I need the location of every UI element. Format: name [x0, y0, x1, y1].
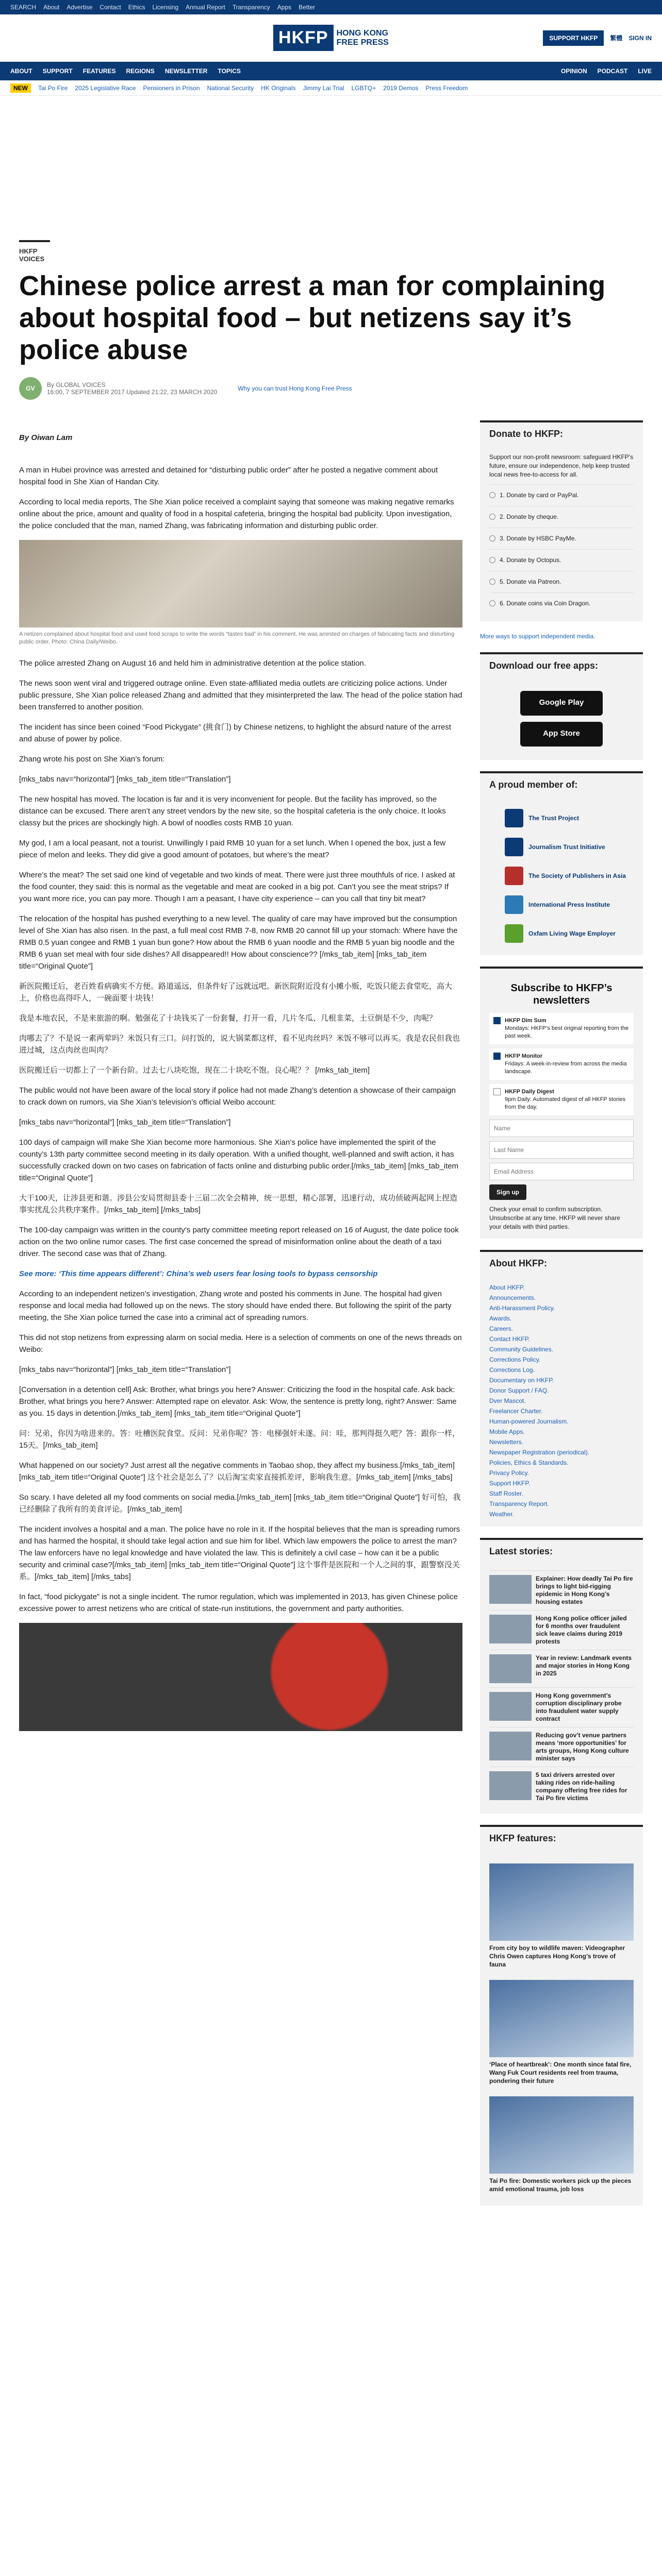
newsletter-option[interactable] [489, 1048, 634, 1080]
paragraph: The 100-day campaign was written in the county’s party committee meeting report released on 16 of August, the date police took action on the two online rumor cases. The first case concerned the spread of misinformation online about the death of a taxi driver. The second case was that of Zhang. [19, 1226, 459, 1258]
partner-name: Oxfam Living Wage Employer [528, 929, 616, 937]
nav-about[interactable]: ABOUT [10, 67, 32, 75]
feature-image[interactable] [489, 1863, 634, 1941]
email-field[interactable] [489, 1163, 634, 1180]
about-link[interactable]: About HKFP. [489, 1284, 525, 1291]
features-heading: HKFP features: [480, 1825, 643, 1850]
site-header [0, 14, 662, 62]
nav-newsletter[interactable]: NEWSLETTER [164, 67, 208, 75]
oxfam-icon [505, 924, 523, 943]
radio-icon [489, 557, 495, 563]
radio-icon [489, 535, 495, 541]
about-link[interactable]: Contact HKFP. [489, 1335, 530, 1343]
language-link[interactable]: 繁體 [610, 35, 623, 42]
story-title: Hong Kong government’s corruption disciplinary probe into fraudulent water supply contract [536, 1692, 622, 1722]
paragraph: [Conversation in a detention cell] Ask: Brother, what brings you here? Answer: Criticizing the food in the hospital cafe. Ask back: Brother, what brings you here? Answer: Attempted rape on elevator. Ask: Wow, the sentence is pretty long, right? Answer: Same as you. 15 days in detention.[/mks_tab_item] [mks_tab_item title=“Original Quote”] [19, 1385, 457, 1418]
features-list [480, 1850, 643, 2206]
partner-name: The Trust Project [528, 814, 580, 822]
feature-image[interactable] [489, 2096, 634, 2174]
article-photo [19, 540, 462, 628]
paragraph: The incident involves a hospital and a man. The police have no role in it. If the hospital believes that the man is spreading rumors and has harmed the hospital, it should take legal action and sue him for libel. Which law empowers the police to arrest the man? The law enforcers have no legal knowledge and have violated the law. This is definitely a civil case – how can it be a public security and criminal case?[/mks_tab_item] [mks_tab_item title=“Original Quote”] 这个事件是医院和一个人之间的事，跟警察没关系。[/mks_tab_item] [/mks_tabs] [19, 1525, 460, 1581]
trending-link[interactable]: Press Freedom [425, 84, 468, 92]
story-thumbnail [489, 1732, 532, 1760]
paragraph: What happened on our society? Just arrest all the negative comments in Taobao shop, they affect my business.[/mks_tab_item] [mks_tab_item title=“Original Quote”] 这个社会是怎么了？以后淘宝卖家直接抓差评，影响我生意。[/mks_tab_item] [/mks_tabs] [19, 1461, 455, 1482]
trending-link[interactable]: Jimmy Lai Trial [303, 84, 344, 92]
topbar-transparency[interactable]: Transparency [232, 4, 270, 11]
trending-link[interactable]: 2025 Legislative Race [75, 84, 136, 92]
paragraph-chinese: 医院搬迁后一切都上了一个新台阶。过去七八块吃饱，现在二十块吃不饱。良心呢？？ [/mks_tab_item] [19, 1066, 370, 1075]
story-thumbnail [489, 1692, 532, 1721]
paragraph: Zhang wrote his post on She Xian’s forum: [19, 755, 165, 764]
shortcode-text: [mks_tabs nav=“horizontal”] [mks_tab_item title=“Translation”] [19, 1118, 231, 1127]
main-nav [0, 62, 662, 80]
story-title: Explainer: How deadly Tai Po fire brings to light bid-rigging epidemic in Hong Kong’s housing estates [536, 1575, 633, 1605]
google-play-button[interactable]: Google Play [520, 691, 603, 716]
about-link[interactable]: Policies, Ethics & Standards. [489, 1459, 569, 1466]
trust-link[interactable]: Why you can trust Hong Kong Free Press [238, 385, 352, 392]
paragraph: According to an independent netizen’s investigation, Zhang wrote and posted his comments in June. The hospital had given response and local media had followed up on the news. The story should have ended there. But following the spirit of the party meeting, the She Xian police turned the case into a criminal act of spreading rumors. [19, 1290, 452, 1322]
trending-link[interactable]: National Security [207, 84, 254, 92]
nav-topics[interactable]: TOPICS [218, 67, 241, 75]
nav-live[interactable]: LIVE [638, 67, 652, 75]
paragraph: The police arrested Zhang on August 16 and held him in administrative detention at the police station. [19, 659, 366, 668]
latest-story[interactable] [489, 1570, 634, 1610]
donate-option-label: 4. Donate by Octopus. [500, 556, 561, 564]
newsletter-desc: Fridays: A week-in-review from across the media landscape. [505, 1061, 627, 1075]
donate-option[interactable] [489, 484, 634, 506]
paragraph: According to local media reports, The She Xian police received a complaint saying that someone was making negative remarks online about the price, amount and quality of food in a hospital cafeteria, bringing the hospital bad publicity. Upon investigation, the police concluded that the man, named Zhang, was fabricating information and disturbing public order. [19, 498, 454, 530]
logo-mark: HKFP [273, 25, 334, 51]
newsletter-title: Subscribe to HKFP’s newsletters [510, 982, 613, 1006]
topbar-search[interactable]: SEARCH [10, 4, 37, 11]
paragraph: This did not stop netizens from expressing alarm on social media. Here is a selection of comments on one of the news threads on Weibo: [19, 1333, 462, 1354]
newsletter-desc: 9pm Daily: Automated digest of all HKFP stories from the day. [505, 1096, 625, 1110]
topbar-apps[interactable]: Apps [277, 4, 292, 11]
paragraph: The relocation of the hospital has pushed everything to a new level. The quality of care may have improved but the consumption level of She Xian has also risen. In the past, a full meal cost RMB 7-8, now RMB 20 cannot fill up your stomach: Where have the RMB 0.5 yuan congee and RMB 1 yuan bun gone? How about the RMB 6 yuan noodle and the RMB 5 yuan big noodle and the RMB 6 yuan set meal with four side dishes? All disappeared!! How about conscience?? [/mks_tab_item] [mks_tab_item title=“Original Quote”] [19, 914, 458, 971]
nav-support[interactable]: SUPPORT [42, 67, 73, 75]
latest-list [480, 1563, 643, 1814]
partner-name: International Press Institute [528, 901, 610, 908]
latest-story[interactable] [489, 1767, 634, 1806]
support-button[interactable]: SUPPORT HKFP [543, 30, 604, 46]
about-link[interactable]: Corrections Policy. [489, 1356, 541, 1363]
donate-option-label: 1. Donate by card or PayPal. [500, 492, 579, 499]
about-link[interactable]: Privacy Policy. [489, 1469, 529, 1477]
story-title: Year in review: Landmark events and major stories in Hong Kong in 2025 [536, 1654, 632, 1677]
story-thumbnail [489, 1615, 532, 1643]
donate-option[interactable] [489, 528, 634, 549]
about-link[interactable]: Anti-Harassment Policy. [489, 1304, 555, 1312]
trust-project-icon [505, 809, 523, 827]
newsletter-note: Check your email to confirm subscription. Unsubscribe at any time. HKFP will never share your details with third parties. [489, 1206, 620, 1230]
trending-link[interactable]: Pensioners in Prison [143, 84, 200, 92]
paragraph-chinese: 我是本地农民，不是来旅游的啊。勉强花了十块钱买了一份套餐，打开一看，几片冬瓜、几根韭菜，土豆倒是不少，肉呢？ [19, 1014, 437, 1023]
donate-intro: Support our non-profit newsroom: safeguard HKFP’s future, ensure our independence, help keep trusted local news free-to-access for all. [489, 453, 634, 478]
paragraph: The public would not have been aware of the local story if police had not made Zhang’s detention a showcase of their campaign to crack down on rumors, via She Xian’s television’s official Weibo account: [19, 1086, 456, 1107]
about-link[interactable]: Support HKFP. [489, 1480, 531, 1487]
photo-caption: A netizen complained about hospital food and used food scraps to write the words “tastes bad” in his comment. He was arrested on charges of fabricating facts and disturbing public order. Photo: China Daily/Weibo. [19, 631, 455, 645]
partner-name: Journalism Trust Initiative [528, 843, 605, 851]
paragraph-chinese: 问：兄弟，你因为啥进来的。答：吐槽医院食堂。反问：兄弟你呢？答：电梯强奸未遂。问：哇，那判得挺久吧？答：跟你一样，15天。[/mks_tab_item] [19, 1429, 460, 1450]
article-kicker[interactable]: HKFP VOICES [19, 240, 50, 263]
topbar-better[interactable]: Better [299, 4, 316, 11]
story-title: 5 taxi drivers arrested over taking rides on ride-hailing company offering free rides for Tai Po fire victims [536, 1771, 627, 1802]
paragraph-chinese: 新医院搬迁后，老百姓看病确实不方便。路道遥远，但条件好了远就远吧。新医院附近没有小摊小贩，吃饭只能去食堂吃，高大上，价格也高得吓人，一碗面要十块钱！ [19, 982, 453, 1003]
source-avatar: GV [19, 377, 42, 400]
about-link[interactable]: Newsletters. [489, 1438, 524, 1446]
site-logo[interactable] [273, 25, 389, 51]
paragraph: The incident has since been coined “Food Pickygate” (挑食门) by Chinese netizens, to highlight the absurd nature of the arrest and abuse of power by police. [19, 723, 451, 743]
about-link[interactable]: Transparency Report. [489, 1500, 549, 1507]
about-link[interactable]: Mobile Apps. [489, 1428, 525, 1435]
partner-name: The Society of Publishers in Asia [528, 872, 626, 879]
paragraph-chinese: 肉哪去了？不是说一素两荤吗？米饭只有三口。问打饭的，说大锅菜都这样，看不见肉丝吗？米饭不够可以再买。我是农民但我也进过城，这点肉丝也叫肉？ [19, 1034, 460, 1055]
checkbox-icon[interactable] [493, 1088, 501, 1095]
feature-title[interactable]: Tai Po fire: Domestic workers pick up the pieces amid emotional trauma, job loss [489, 2177, 632, 2193]
partners-heading: A proud member of: [480, 771, 643, 796]
nav-opinion[interactable]: OPINION [560, 67, 587, 75]
trending-link[interactable]: HK Originals [261, 84, 296, 92]
topbar-about[interactable]: About [43, 4, 60, 11]
about-link[interactable]: Community Guidelines. [489, 1346, 554, 1353]
jti-icon [505, 838, 523, 856]
signup-button[interactable]: Sign up [489, 1184, 526, 1200]
newsletter-name: HKFP Monitor [505, 1053, 543, 1059]
new-badge: NEW [10, 83, 31, 93]
nav-podcast[interactable]: PODCAST [597, 67, 628, 75]
donate-option-label: 3. Donate by HSBC PayMe. [500, 535, 576, 542]
newsletter-option[interactable] [489, 1084, 634, 1115]
about-link[interactable]: Awards. [489, 1315, 512, 1322]
donate-option-label: 5. Donate via Patreon. [500, 578, 561, 585]
app-store-button[interactable]: App Store [520, 722, 603, 747]
about-link[interactable]: Dver Mascot. [489, 1397, 526, 1404]
article-author: By Oiwan Lam [19, 433, 73, 442]
checkbox-icon[interactable] [493, 1017, 501, 1024]
topbar-ethics[interactable]: Ethics [128, 4, 145, 11]
checkbox-icon[interactable] [493, 1053, 501, 1060]
donate-option[interactable] [489, 506, 634, 528]
newsletter-option[interactable] [489, 1013, 634, 1044]
partner-logo[interactable] [489, 919, 634, 948]
shortcode-text: [mks_tabs nav=“horizontal”] [mks_tab_item title=“Translation”] [19, 1365, 231, 1374]
byline [19, 377, 643, 400]
paragraph: 100 days of campaign will make She Xian become more harmonious. She Xian’s police have implemented the spirit of the county’s 13th party committee second meeting in its daily operation. With a unified thought, well-planned and swift action, it has successfully cracked down on two cases on fabrication of facts online and disturbing public order.[/mks_tab_item] [mks_tab_item title=“Original Quote”] [19, 1138, 459, 1182]
trending-link[interactable]: LGBTQ+ [351, 84, 376, 92]
sign-in-link[interactable]: SIGN IN [628, 34, 652, 42]
feature-image[interactable] [489, 1980, 634, 2057]
about-list [480, 1275, 643, 1527]
logo-line-2: FREE PRESS [336, 38, 389, 47]
latest-story[interactable] [489, 1610, 634, 1650]
source-label[interactable]: By GLOBAL VOICES [47, 381, 106, 388]
about-link[interactable]: Donor Support / FAQ. [489, 1387, 549, 1394]
story-thumbnail [489, 1575, 532, 1604]
utility-bar [0, 0, 662, 14]
nav-regions[interactable]: REGIONS [126, 67, 155, 75]
topbar-licensing[interactable]: Licensing [152, 4, 179, 11]
latest-story[interactable] [489, 1650, 634, 1687]
newsletter-desc: Mondays: HKFP’s best original reporting from the past week. [505, 1025, 629, 1039]
trending-link[interactable]: Tai Po Fire [38, 84, 68, 92]
paragraph: A man in Hubei province was arrested and detained for “disturbing public order” after he posted a negative comment about hospital food in She Xian of Handan City. [19, 466, 438, 486]
apps-box [480, 677, 643, 760]
name-field[interactable] [489, 1120, 634, 1137]
trending-bar [0, 80, 662, 96]
topbar-advertise[interactable]: Advertise [67, 4, 93, 11]
radio-icon [489, 600, 495, 606]
donate-option-label: 6. Donate coins via Coin Dragon. [500, 600, 591, 607]
paragraph: Where’s the meat? The set said one kind of vegetable and two kinds of meat. There were just three mouthfuls of rice. I asked at the food counter, they said: this is normal as the vegetable and meat are cooked in a big pot. Can’t you see the meat strips? If you want more rice, you can pay more. Though I am a peasant, I have city experience – can you call that tiny bit meat? [19, 871, 455, 903]
feature-title[interactable]: From city boy to wildlife maven: Videographer Chris Owen captures Hong Kong’s trove of fauna [489, 1944, 625, 1968]
feature-title[interactable]: ‘Place of heartbreak’: One month since fatal fire, Wang Fuk Court residents reel from trauma, pondering their future [489, 2061, 632, 2084]
donate-more-link[interactable]: More ways to support independent media. [480, 633, 595, 640]
partners-box [480, 796, 643, 955]
story-thumbnail [489, 1771, 532, 1800]
sopa-icon [505, 867, 523, 885]
trending-link[interactable]: 2019 Demos [383, 84, 419, 92]
about-link[interactable]: Staff Roster. [489, 1490, 523, 1497]
donate-heading: Donate to HKFP: [480, 420, 643, 446]
publish-date: 16:00, 7 SEPTEMBER 2017 Updated 21:22, 23 MARCH 2020 [47, 388, 218, 396]
partner-logo[interactable] [489, 890, 634, 919]
logo-wordmark [337, 29, 389, 47]
story-title: Reducing gov’t venue partners means ‘more opportunities’ for arts groups, Hong Kong culture minister says [536, 1732, 629, 1762]
sidebar [480, 420, 643, 2217]
donate-option[interactable] [489, 592, 634, 614]
latest-story[interactable] [489, 1687, 634, 1727]
newsletter-name: HKFP Daily Digest [505, 1089, 554, 1095]
article-body [19, 420, 462, 2217]
about-link[interactable]: Newspaper Registration (periodical). [489, 1449, 590, 1456]
apps-heading: Download our free apps: [480, 652, 643, 677]
article-photo-2 [19, 1623, 462, 1731]
paragraph: The new hospital has moved. The location is far and it is very inconvenient for people. But the facility has improved, so the distance can be excused. There aren’t any street vendors by the new site, so the hospital cafeteria is the only choice. It looks classy but the prices are shockingly high. A bowl of noodles costs RMB 10 yuan. [19, 795, 446, 827]
ipi-icon [505, 895, 523, 914]
donate-option[interactable] [489, 571, 634, 592]
see-more-link[interactable] [19, 1268, 462, 1280]
newsletter-name: HKFP Dim Sum [505, 1018, 547, 1024]
see-more-anchor[interactable]: See more: ‘This time appears different’: China’s web users fear losing tools to bypass censorship [19, 1269, 378, 1278]
donate-box [480, 446, 643, 621]
donate-option-label: 2. Donate by cheque. [500, 513, 559, 520]
about-link[interactable]: Documentary on HKFP. [489, 1377, 554, 1384]
topbar-annual-report[interactable]: Annual Report [186, 4, 225, 11]
partner-logo[interactable] [489, 804, 634, 833]
story-title: Hong Kong police officer jailed for 6 months over fraudulent sick leave claims during 2019 protests [536, 1615, 627, 1645]
radio-icon [489, 492, 495, 498]
about-link[interactable]: Corrections Log. [489, 1366, 535, 1374]
radio-icon [489, 514, 495, 520]
story-thumbnail [489, 1654, 532, 1683]
latest-story[interactable] [489, 1727, 634, 1767]
about-link[interactable]: Human-powered Journalism. [489, 1418, 569, 1425]
partner-logo[interactable] [489, 861, 634, 890]
partner-logo[interactable] [489, 833, 634, 861]
newsletter-box [480, 967, 643, 1239]
paragraph: In fact, “food pickygate” is not a single incident. The rumor regulation, which was implemented in 2013, has given Chinese police excessive power to arrest netizens who are critical of state-run institutions, the government and party authorities. [19, 1592, 458, 1613]
about-heading: About HKFP: [480, 1250, 643, 1275]
about-link[interactable]: Careers. [489, 1325, 514, 1332]
logo-line-1: HONG KONG [336, 28, 389, 38]
radio-icon [489, 579, 495, 585]
article-headline: Chinese police arrest a man for complaining about hospital food – but netizens say it’s police abuse [19, 270, 606, 365]
nav-features[interactable]: FEATURES [82, 67, 116, 75]
topbar-contact[interactable]: Contact [100, 4, 121, 11]
paragraph: So scary. I have deleted all my food comments on social media.[/mks_tab_item] [mks_tab_item title=“Original Quote”] 好可怕，我已经删除了我所有的美食评论。[/mks_tab_item] [19, 1493, 461, 1514]
about-link[interactable]: Announcements. [489, 1294, 536, 1301]
shortcode-text: [mks_tabs nav=“horizontal”] [mks_tab_item title=“Translation”] [19, 775, 231, 784]
paragraph: The news soon went viral and triggered outrage online. Even state-affiliated media outlets are criticizing police actions. Under public pressure, She Xian police released Zhang and admitted that they misinterpreted the law. The head of the police station had been transferred to another position. [19, 679, 462, 711]
last-name-field[interactable] [489, 1141, 634, 1159]
about-link[interactable]: Weather. [489, 1511, 514, 1518]
paragraph: My god, I am a local peasant, not a tourist. Unwillingly I paid RMB 10 yuan for a set lunch. When I opened the box, just a few piece of melon and leeks. They did give a good amount of potatoes, but where’s the meat? [19, 839, 446, 859]
donate-option[interactable] [489, 549, 634, 571]
paragraph-chinese: 大干100天，让涉县更和谐。涉县公安局贯彻县委十三届二次全会精神，统一思想，精心部署，迅速行动，成功侦破两起网上捏造事实扰乱公共秩序案件。[/mks_tab_item] [/mks_tabs] [19, 1194, 458, 1214]
latest-heading: Latest stories: [480, 1538, 643, 1563]
about-link[interactable]: Freelancer Charter. [489, 1408, 543, 1415]
